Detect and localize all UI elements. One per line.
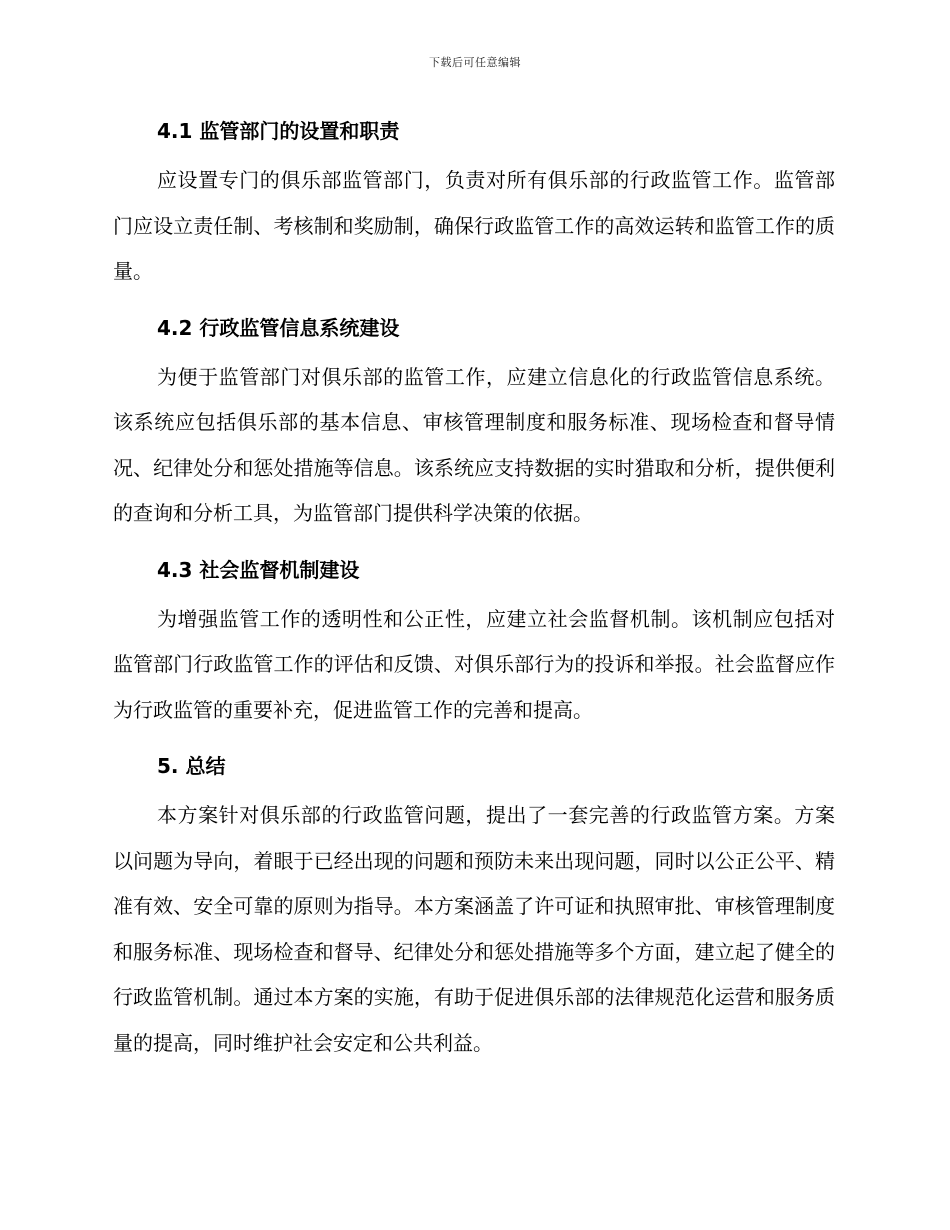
section-heading-4-3: 4.3 社会监督机制建设 (157, 557, 360, 582)
document-body (113, 110, 835, 1066)
section-paragraph-4-1: 应设置专门的俱乐部监管部门，负责对所有俱乐部的行政监管工作。监管部门应设立责任制、考核制和奖励制，确保行政监管工作的高效运转和监管工作的质量。 (113, 168, 835, 283)
section-paragraph-4-2: 为便于监管部门对俱乐部的监管工作，应建立信息化的行政监管信息系统。该系统应包括俱乐部的基本信息、审核管理制度和服务标准、现场检查和督导情况、纪律处分和惩处措施等信息。该系统应支持数据的实时猎取和分析，提供便利的查询和分析工具，为监管部门提供科学决策的依据。 (113, 364, 835, 525)
page-header: 下载后可任意编辑 (429, 56, 521, 69)
section-heading-4-1: 4.1 监管部门的设置和职责 (157, 119, 400, 143)
section-paragraph-5: 本方案针对俱乐部的行政监管问题，提出了一套完善的行政监管方案。方案以问题为导向，着眼于已经出现的问题和预防未来出现问题，同时以公正公平、精准有效、安全可靠的原则为指导。本方案涵盖了许可证和执照审批、审核管理制度和服务标准、现场检查和督导、纪律处分和惩处措施等多个方面，建立起了健全的行政监管机制。通过本方案的实施，有助于促进俱乐部的法律规范化运营和服务质量的提高，同时维护社会安定和公共利益。 (113, 803, 835, 1055)
section-heading-5: 5. 总结 (157, 754, 226, 778)
section-heading-4-2: 4.2 行政监管信息系统建设 (157, 315, 400, 340)
section-paragraph-4-3: 为增强监管工作的透明性和公正性，应建立社会监督机制。该机制应包括对监管部门行政监管工作的评估和反馈、对俱乐部行为的投诉和举报。社会监督应作为行政监管的重要补充，促进监管工作的完善和提高。 (113, 606, 835, 722)
